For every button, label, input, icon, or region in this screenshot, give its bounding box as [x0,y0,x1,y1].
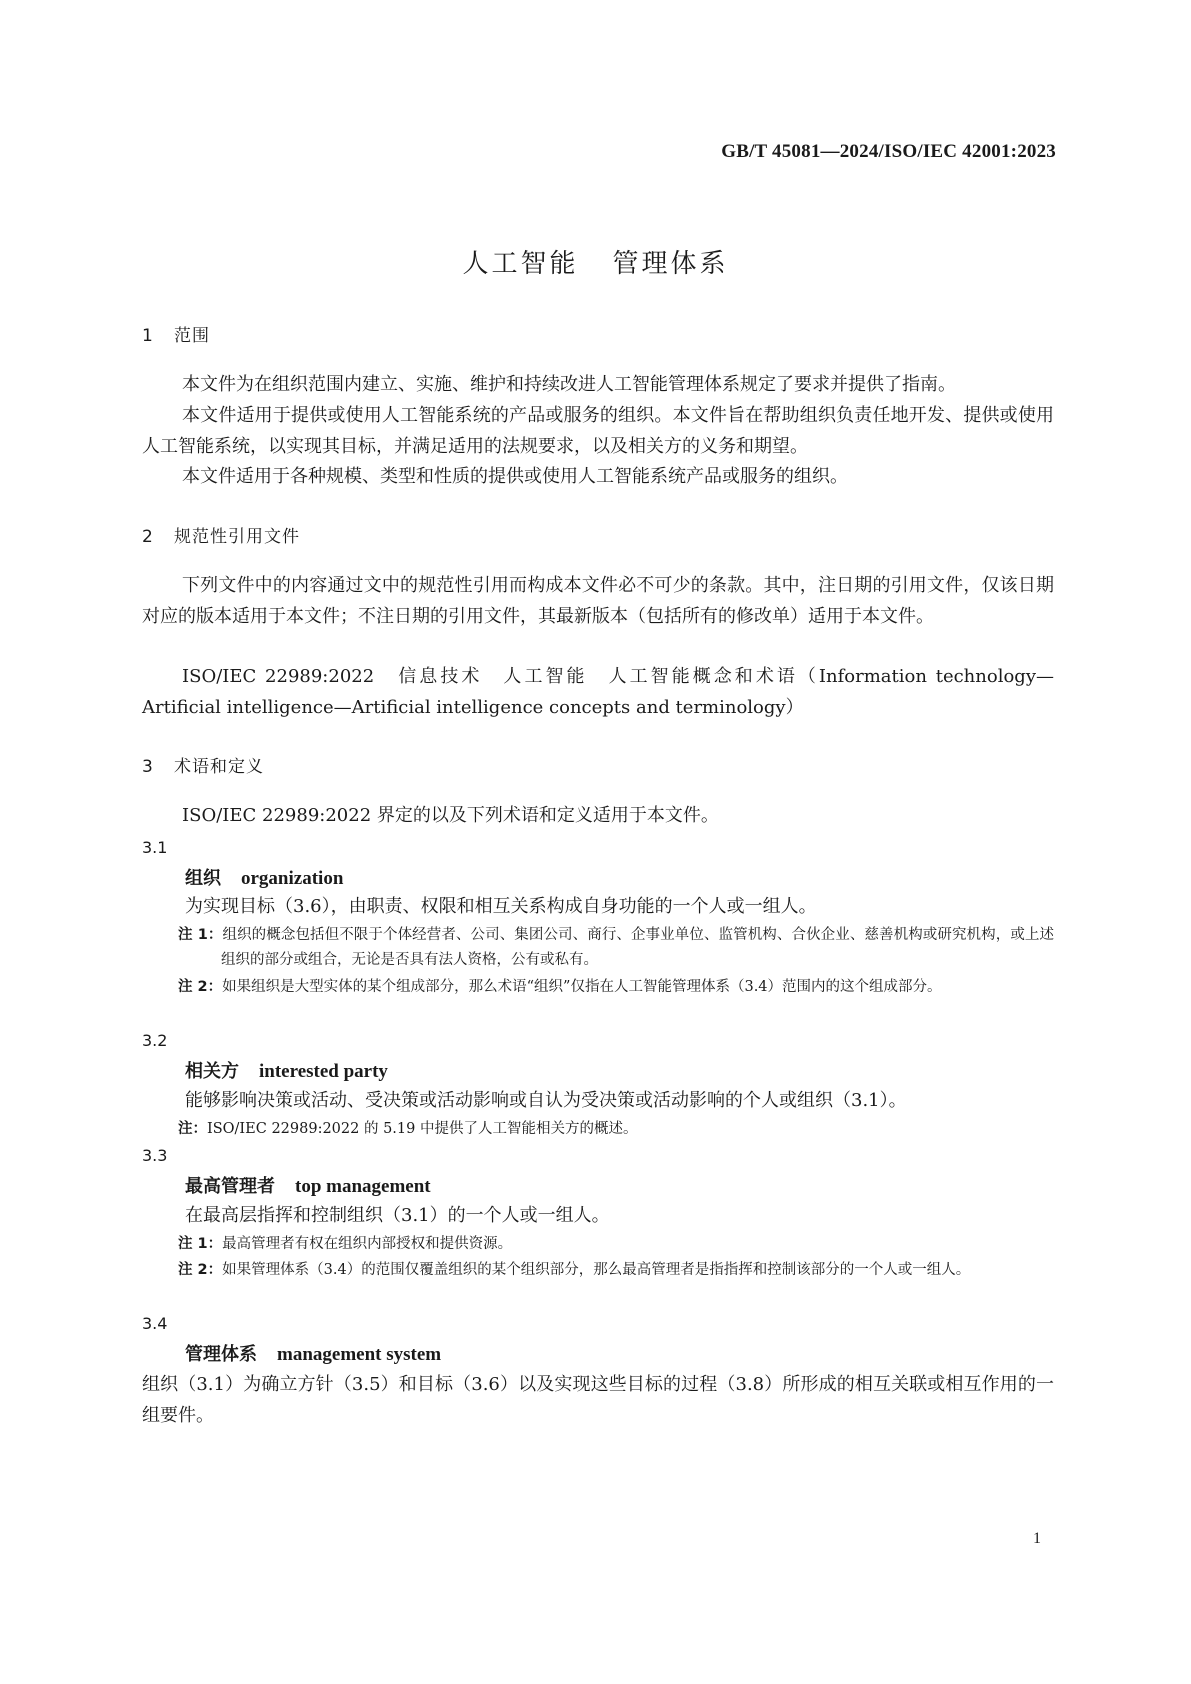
term-definition: 在最高层指挥和控制组织（3.1）的一个人或一组人。 [185,1205,610,1226]
term-note [178,1258,1054,1283]
term-zh: 相关方 [185,1061,239,1082]
term-heading [185,1172,431,1198]
term-en: organization [241,868,344,889]
title-part-1: 人工智能 [462,249,579,279]
section-title: 术语和定义 [174,757,264,777]
term-number: 3.1 [142,838,168,857]
section-3-heading [142,752,264,777]
term-zh: 组织 [185,868,221,889]
term-zh: 管理体系 [185,1344,257,1365]
note-label: 注 2： [178,979,223,995]
term-heading [185,1057,388,1083]
term-en: top management [295,1176,431,1197]
section-title: 规范性引用文件 [174,527,300,547]
section-2-paragraph-1: 下列文件中的内容通过文中的规范性引用而构成本文件必不可少的条款。其中，注日期的引用文件，仅该日期对应的版本适用于本文件；不注日期的引用文件，其最新版本（包括所有的修改单）适用于本文件。 [142,575,1054,627]
term-heading [185,864,343,890]
section-2-heading [142,522,300,547]
document-title [0,243,1191,280]
term-definition: 能够影响决策或活动、受决策或活动影响或自认为受决策或活动影响的个人或组织（3.1）。 [185,1090,907,1111]
section-number: 3 [142,757,154,777]
term-note [178,975,1054,1000]
section-title: 范围 [174,326,210,346]
note-text: 组织的概念包括但不限于个体经营者、公司、集团公司、商行、企事业单位、监管机构、合伙企业、慈善机构或研究机构，或上述组织的部分或组合，无论是否具有法人资格，公有或私有。 [221,927,1054,968]
title-part-2: 管理体系 [612,249,729,279]
term-number: 3.2 [142,1031,168,1050]
term-heading [185,1340,441,1366]
note-text: ISO/IEC 22989:2022 的 5.19 中提供了人工智能相关方的概述。 [207,1121,638,1137]
note-text: 最高管理者有权在组织内部授权和提供资源。 [222,1236,513,1252]
section-1-paragraph-3: 本文件适用于各种规模、类型和性质的提供或使用人工智能系统产品或服务的组织。 [182,466,848,487]
term-zh: 最高管理者 [185,1176,275,1197]
section-2-reference: ISO/IEC 22989:2022 信息技术 人工智能 人工智能概念和术语（Information technology—Artificial intelligence—Artificial intelligence concepts and terminology） [142,666,1054,718]
term-number: 3.4 [142,1314,168,1333]
section-1-heading [142,321,210,346]
note-text: 如果组织是大型实体的某个组成部分，那么术语“组织”仅指在人工智能管理体系（3.4）范围内的这个组成部分。 [222,979,942,995]
note-label: 注 1： [178,1236,223,1252]
term-definition: 为实现目标（3.6），由职责、权限和相互关系构成自身功能的一个人或一组人。 [185,896,817,917]
note-label: 注 2： [178,1262,223,1278]
note-text: 如果管理体系（3.4）的范围仅覆盖组织的某个组织部分，那么最高管理者是指指挥和控制该部分的一个人或一组人。 [222,1262,971,1278]
standard-code: GB/T 45081—2024/ISO/IEC 42001:2023 [721,141,1056,162]
note-label: 注 1： [178,927,223,943]
section-3-paragraph-1: ISO/IEC 22989:2022 界定的以及下列术语和定义适用于本文件。 [182,805,719,826]
note-label: 注： [178,1121,207,1137]
section-1-paragraph-2: 本文件适用于提供或使用人工智能系统的产品或服务的组织。本文件旨在帮助组织负责任地开发、提供或使用人工智能系统，以实现其目标，并满足适用的法规要求，以及相关方的义务和期望。 [142,405,1054,457]
term-note [178,1232,1054,1257]
term-note [178,1117,1054,1142]
page-number: 1 [1033,1530,1041,1547]
term-en: interested party [259,1061,388,1082]
term-number: 3.3 [142,1146,168,1165]
term-definition: 组织（3.1）为确立方针（3.5）和目标（3.6）以及实现这些目标的过程（3.8）所形成的相互关联或相互作用的一组要件。 [142,1374,1054,1426]
term-en: management system [277,1344,442,1365]
section-1-paragraph-1: 本文件为在组织范围内建立、实施、维护和持续改进人工智能管理体系规定了要求并提供了指南。 [182,374,956,395]
section-number: 1 [142,326,154,346]
term-note [178,923,1054,973]
section-number: 2 [142,527,154,547]
